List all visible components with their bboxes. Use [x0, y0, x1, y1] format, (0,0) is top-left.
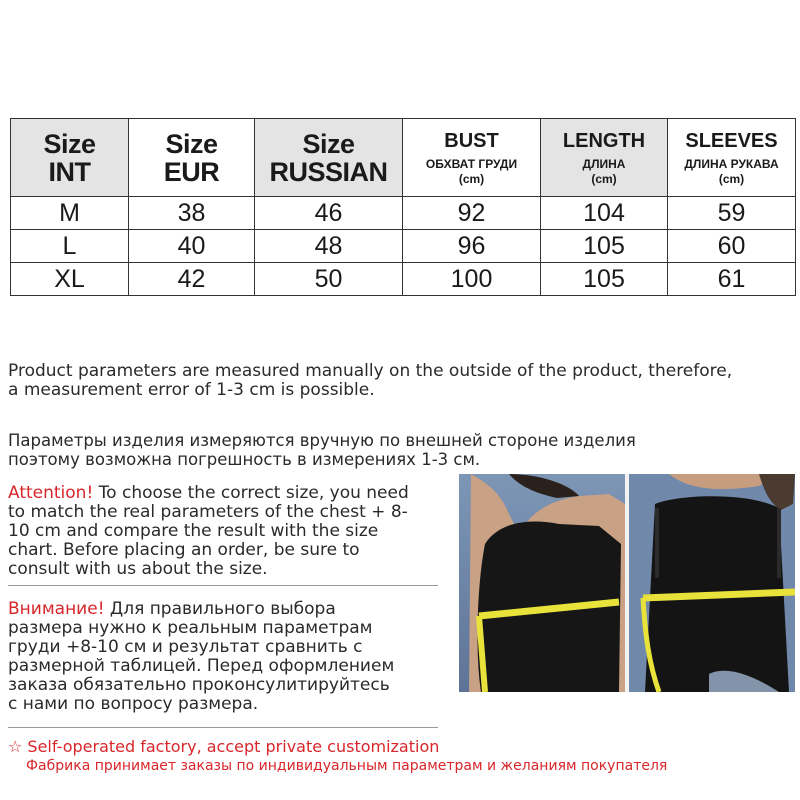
table-cell: M [11, 197, 129, 230]
header-label-ru: ДЛИНА РУКАВА [684, 156, 779, 171]
header-label: Size [165, 128, 218, 159]
header-label: Size [43, 128, 96, 159]
measurement-illustration [459, 474, 795, 692]
attention-line: to match the real parameters of the chest + 8- [8, 502, 408, 522]
attention-line [8, 600, 446, 619]
table-cell: XL [11, 263, 129, 296]
header-label: Size [302, 128, 355, 159]
table-cell: 59 [668, 197, 796, 230]
attention-line: размерной таблицей. Перед оформлением [8, 656, 395, 676]
table-cell: 92 [403, 197, 541, 230]
table-cell: 105 [541, 263, 668, 296]
table-cell: 38 [129, 197, 255, 230]
note-line: поэтому возможна погрешность в измерениях 1-3 см. [8, 450, 481, 469]
note-line: a measurement error of 1-3 cm is possible. [8, 380, 375, 400]
attention-line: chart. Before placing an order, be sure to [8, 540, 360, 560]
divider [8, 585, 438, 586]
header-label: BUST [444, 129, 499, 152]
attention-line: consult with us about the size. [8, 559, 268, 579]
attention-line: груди +8-10 см и результат сравнить с [8, 637, 363, 657]
attention-label: Attention! [8, 483, 94, 503]
table-cell: L [11, 230, 129, 263]
factory-note-text: Self-operated factory, accept private customization [22, 737, 440, 756]
table-row [11, 263, 796, 296]
header-bust [403, 119, 541, 197]
table-cell: 50 [255, 263, 403, 296]
header-label: LENGTH [562, 129, 646, 152]
table-cell: 61 [668, 263, 796, 296]
header-label: EUR [163, 156, 220, 187]
header-label-ru: ОБХВАТ ГРУДИ [425, 156, 518, 171]
divider [8, 727, 438, 728]
attention-block-en [8, 484, 446, 579]
measurement-note-en [8, 362, 798, 400]
table-cell: 48 [255, 230, 403, 263]
note-line: Параметры изделия измеряются вручную по внешней стороне изделия [8, 431, 636, 450]
bust-measurement-photo [459, 474, 795, 692]
header-size-eur [129, 119, 255, 197]
attention-line: с нами по вопросу размера. [8, 694, 259, 714]
attention-line: заказа обязательно проконсулитируйтесь [8, 675, 390, 695]
table-row [11, 197, 796, 230]
factory-note-en [8, 738, 439, 756]
table-cell: 60 [668, 230, 796, 263]
header-sleeves [668, 119, 796, 197]
attention-line: размера нужно к реальным параметрам [8, 618, 373, 638]
table-cell: 46 [255, 197, 403, 230]
table-cell: 100 [403, 263, 541, 296]
measurement-note-ru [8, 431, 798, 469]
header-unit: (cm) [458, 171, 485, 186]
attention-block-ru [8, 600, 446, 714]
table-row [11, 230, 796, 263]
table-cell: 96 [403, 230, 541, 263]
table-header-row [11, 119, 796, 197]
attention-line [8, 484, 446, 503]
note-line: Product parameters are measured manually on the outside of the product, therefore, [8, 361, 733, 381]
header-label-ru: ДЛИНА [582, 156, 626, 171]
table-cell: 105 [541, 230, 668, 263]
table-cell: 40 [129, 230, 255, 263]
star-icon: ☆ [8, 737, 23, 756]
attention-text: Для правильного выбора [104, 599, 336, 619]
table-cell: 104 [541, 197, 668, 230]
header-label: INT [48, 156, 91, 187]
table-cell: 42 [129, 263, 255, 296]
header-label: SLEEVES [685, 129, 778, 152]
size-chart-table [10, 118, 796, 296]
header-unit: (cm) [591, 171, 617, 186]
header-label: RUSSIAN [269, 156, 388, 187]
header-length [541, 119, 668, 197]
attention-text: To choose the correct size, you need [93, 483, 409, 503]
header-unit: (cm) [718, 171, 745, 186]
attention-label: Внимание! [8, 599, 105, 619]
factory-note-ru: Фабрика принимает заказы по индивидуальным параметрам и желаниям покупателя [26, 758, 668, 774]
header-size-int [11, 119, 129, 197]
header-size-russian [255, 119, 403, 197]
attention-line: 10 cm and compare the result with the size [8, 521, 379, 541]
